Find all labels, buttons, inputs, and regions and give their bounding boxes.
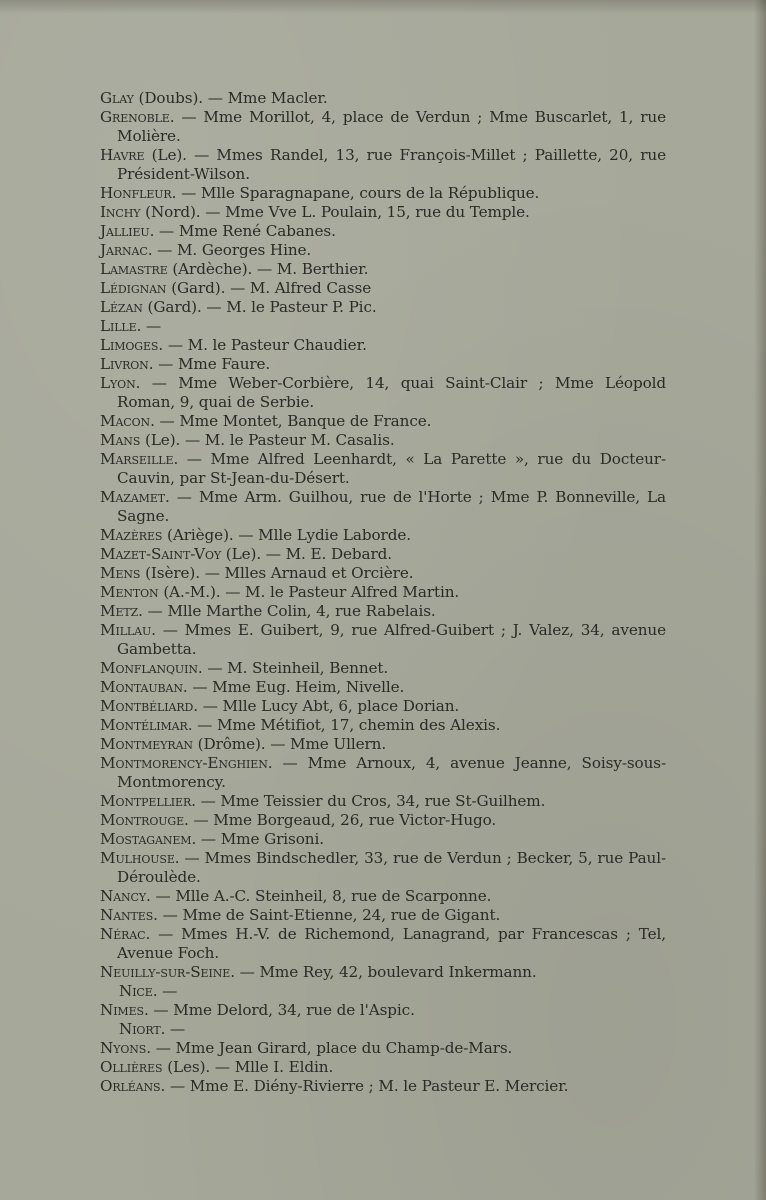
place-name: Orléans	[100, 1077, 161, 1095]
place-name: Jallieu	[100, 222, 150, 240]
list-item	[100, 849, 666, 887]
place-name: Mens	[100, 564, 141, 582]
entry-details: (Gard). — M. Alfred Casse	[166, 279, 372, 297]
entry-details: . —	[160, 1020, 186, 1038]
place-name: Marseille	[100, 450, 174, 468]
place-name: Nice	[119, 982, 153, 1000]
place-name: Havre	[100, 146, 145, 164]
entry-details: (Le). — Mmes Randel, 13, rue François-Millet ; Paillette, 20, rue Président-Wilson.	[117, 146, 666, 183]
list-item	[100, 564, 666, 583]
list-item	[100, 1039, 666, 1058]
entry-details: . — Mlle Lucy Abt, 6, place Dorian.	[193, 697, 460, 715]
entry-details: . — M. Georges Hine.	[147, 241, 312, 259]
place-name: Macon	[100, 412, 151, 430]
entry-details: . — M. Steinheil, Bennet.	[197, 659, 389, 677]
list-item	[100, 222, 666, 241]
entry-details: . — Mlle Marthe Colin, 4, rue Rabelais.	[138, 602, 436, 620]
place-name: Lille	[100, 317, 137, 335]
list-item	[100, 754, 666, 792]
place-name: Nimes	[100, 1001, 144, 1019]
entry-details: (Ariège). — Mlle Lydie Laborde.	[162, 526, 411, 544]
place-name: Limoges	[100, 336, 159, 354]
list-item	[100, 146, 666, 184]
place-name: Mulhouse	[100, 849, 175, 867]
list-item	[100, 621, 666, 659]
list-item	[100, 982, 666, 1001]
place-name: Mazères	[100, 526, 163, 544]
entry-details: . —	[152, 982, 178, 1000]
list-item	[100, 431, 666, 450]
entry-details: . — Mlle A.-C. Steinheil, 8, rue de Scarponne.	[146, 887, 492, 905]
entry-details: . — Mme Alfred Leenhardt, « La Parette », rue du Docteur-Cauvin, par St-Jean-du-Désert.	[117, 450, 666, 487]
list-item	[100, 545, 666, 564]
place-name: Monflanquin	[100, 659, 198, 677]
place-name: Lamastre	[100, 260, 168, 278]
list-item	[100, 602, 666, 621]
list-item	[100, 925, 666, 963]
entry-details: . — Mmes E. Guibert, 9, rue Alfred-Guibert ; J. Valez, 34, avenue Gambetta.	[117, 621, 666, 658]
place-name: Montélimar	[100, 716, 188, 734]
list-item	[100, 374, 666, 412]
list-item	[100, 887, 666, 906]
place-name: Glay	[100, 89, 134, 107]
place-name: Ollières	[100, 1058, 163, 1076]
list-item	[100, 1077, 666, 1096]
entry-details: . — Mme Weber-Corbière, 14, quai Saint-Clair ; Mme Léopold Roman, 9, quai de Serbie.	[117, 374, 666, 411]
entry-details: . — Mme Arnoux, 4, avenue Jeanne, Soisy-sous-Montmorency.	[117, 754, 666, 791]
list-item	[100, 792, 666, 811]
entry-details: . — Mmes Bindschedler, 33, rue de Verdun ; Becker, 5, rue Paul-Déroulède.	[117, 849, 666, 886]
place-name: Grenoble	[100, 108, 170, 126]
entry-details: (Isère). — Mlles Arnaud et Orcière.	[140, 564, 414, 582]
place-name: Nancy	[100, 887, 147, 905]
place-name: Millau	[100, 621, 152, 639]
list-item	[100, 963, 666, 982]
place-name: Montmeyran	[100, 735, 193, 753]
entry-details: . — Mme René Cabanes.	[149, 222, 336, 240]
list-item	[100, 241, 666, 260]
place-name: Montpellier	[100, 792, 192, 810]
entry-details: (Gard). — M. le Pasteur P. Pic.	[142, 298, 377, 316]
place-name: Montbéliard	[100, 697, 194, 715]
entry-details: . — Mme Eug. Heim, Nivelle.	[182, 678, 405, 696]
place-name: Mans	[100, 431, 141, 449]
entry-details: . — Mme Jean Girard, place du Champ-de-Mars.	[146, 1039, 513, 1057]
entry-details: (Doubs). — Mme Macler.	[133, 89, 328, 107]
entry-details: . — Mme Delord, 34, rue de l'Aspic.	[143, 1001, 415, 1019]
entry-details: . — Mme Montet, Banque de France.	[150, 412, 432, 430]
list-item	[100, 659, 666, 678]
place-name: Lézan	[100, 298, 143, 316]
place-name: Mostaganem	[100, 830, 192, 848]
entry-details: (Drôme). — Mme Ullern.	[192, 735, 387, 753]
list-item	[100, 488, 666, 526]
entry-details: (A.-M.). — M. le Pasteur Alfred Martin.	[158, 583, 460, 601]
list-item	[100, 1020, 666, 1039]
entry-details: . — Mme E. Diény-Rivierre ; M. le Pasteur E. Mercier.	[160, 1077, 569, 1095]
entry-details: . — Mme Métifiot, 17, chemin des Alexis.	[187, 716, 501, 734]
place-name: Lédignan	[100, 279, 167, 297]
list-item	[100, 735, 666, 754]
list-item	[100, 906, 666, 925]
place-name: Lyon	[100, 374, 136, 392]
entry-details: (Ardèche). — M. Berthier.	[167, 260, 369, 278]
place-name: Honfleur	[100, 184, 172, 202]
list-item	[100, 108, 666, 146]
place-name: Mazet-Saint-Voy	[100, 545, 222, 563]
list-item	[100, 184, 666, 203]
list-item	[100, 89, 666, 108]
entry-details: (Nord). — Mme Vve L. Poulain, 15, rue du Temple.	[140, 203, 530, 221]
list-item	[100, 260, 666, 279]
list-item	[100, 697, 666, 716]
page-right-edge	[754, 0, 766, 1200]
list-item	[100, 526, 666, 545]
entry-details: (Les). — Mlle I. Eldin.	[162, 1058, 334, 1076]
list-item	[100, 716, 666, 735]
list-item	[100, 1001, 666, 1020]
place-name: Mazamet	[100, 488, 166, 506]
list-item	[100, 317, 666, 336]
list-item	[100, 830, 666, 849]
entry-details: . — M. le Pasteur Chaudier.	[158, 336, 367, 354]
entry-details: . — Mme Borgeaud, 26, rue Victor-Hugo.	[184, 811, 497, 829]
place-name: Menton	[100, 583, 159, 601]
list-item	[100, 279, 666, 298]
page-top-shadow	[0, 0, 766, 14]
entry-details: . —	[136, 317, 162, 335]
place-name: Niort	[119, 1020, 161, 1038]
entry-details: . — Mme Arm. Guilhou, rue de l'Horte ; Mme P. Bonneville, La Sagne.	[117, 488, 666, 525]
place-name: Inchy	[100, 203, 141, 221]
place-name: Metz	[100, 602, 139, 620]
address-list	[100, 89, 666, 1096]
entry-details: . — Mme Faure.	[148, 355, 271, 373]
entry-details: . — Mme Grisoni.	[191, 830, 324, 848]
list-item	[100, 678, 666, 697]
place-name: Montauban	[100, 678, 183, 696]
list-item	[100, 811, 666, 830]
list-item	[100, 450, 666, 488]
entry-details: (Le). — M. E. Debard.	[221, 545, 392, 563]
entry-details: . — Mme Teissier du Cros, 34, rue St-Guilhem.	[191, 792, 546, 810]
place-name: Montmorency-Enghien	[100, 754, 268, 772]
list-item	[100, 1058, 666, 1077]
place-name: Neuilly-sur-Seine	[100, 963, 231, 981]
entry-details: . — Mmes H.-V. de Richemond, Lanagrand, par Francescas ; Tel, Avenue Foch.	[117, 925, 666, 962]
list-item	[100, 583, 666, 602]
place-name: Nérac	[100, 925, 146, 943]
entry-details: . — Mme Rey, 42, boulevard Inkermann.	[230, 963, 537, 981]
entry-details: (Le). — M. le Pasteur M. Casalis.	[140, 431, 395, 449]
entry-details: . — Mme Morillot, 4, place de Verdun ; Mme Buscarlet, 1, rue Molière.	[117, 108, 666, 145]
place-name: Nyons	[100, 1039, 147, 1057]
place-name: Nantes	[100, 906, 154, 924]
place-name: Jarnac	[100, 241, 148, 259]
entry-details: . — Mlle Sparagnapane, cours de la République.	[171, 184, 540, 202]
list-item	[100, 203, 666, 222]
place-name: Livron	[100, 355, 149, 373]
list-item	[100, 355, 666, 374]
list-item	[100, 298, 666, 317]
place-name: Montrouge	[100, 811, 185, 829]
list-item	[100, 412, 666, 431]
list-item	[100, 336, 666, 355]
entry-details: . — Mme de Saint-Etienne, 24, rue de Gigant.	[153, 906, 501, 924]
